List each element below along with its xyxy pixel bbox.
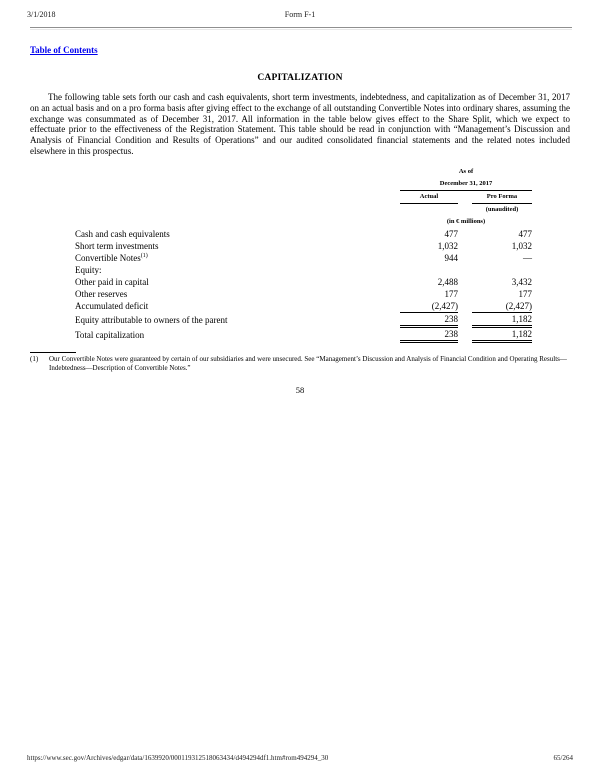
column-header-proforma: Pro Forma [472,190,532,203]
table-row [75,288,532,300]
footnote [30,355,570,373]
proforma-value: 1,032 [511,240,532,251]
row-label: Total capitalization [75,330,145,341]
asof-header [400,166,532,191]
row-label: Cash and cash equivalents [75,228,170,239]
section-heading: CAPITALIZATION [257,73,343,83]
actual-value: 944 [444,252,458,263]
capitalization-table [75,166,532,343]
table-row [75,312,532,326]
row-label: Convertible Notes$^{(1)}$ [75,252,148,263]
table-row [75,240,532,252]
row-label: Accumulated deficit [75,301,149,312]
table-row [75,326,532,341]
spacer-cell [75,166,400,191]
actual-value: 477 [444,228,458,239]
table-row [75,276,532,288]
spacer-cell [458,228,472,240]
row-label: Equity: [75,264,102,275]
header-divider [30,27,572,30]
spacer-cell [458,240,472,252]
actual-value: 1,032 [437,240,458,251]
print-header [27,10,573,22]
table-row [75,228,532,240]
actual-value: 2,488 [437,276,458,287]
page-number: 58 [295,385,305,396]
footnote-divider [30,352,76,353]
spacer-cell [458,300,472,313]
spacer-cell [75,216,400,228]
footnote-text: Our Convertible Notes were guaranteed by certain of our subsidiaries and were unsecured. See “Management’s Discussion and Analysis of Financial Condition and Operating Results—Indebtedness—Description of Convertible Notes.” [49,354,567,372]
asof-line1: As of [458,167,474,175]
intro-paragraph: The following table sets forth our cash and cash equivalents, short term investments, indebtedness, and capitalization as of December 31, 2017 on an actual basis and on a pro forma basis after giving effect to the exchange of all outstanding Convertible Notes into ordinary shares, assuming the exchange was consummated as of December 31, 2017. All information in the table below gives effect to the Share Split, which we expect to effectuate prior to the effectiveness of the Registration Statement. This table should be read in conjunction with “Management’s Discussion and Analysis of Financial Condition and Results of Operations” and our audited consolidated financial statements and the related notes included elsewhere in this prospectus. [30,92,570,156]
spacer-cell [458,312,472,326]
actual-value: 177 [444,288,458,299]
table-row [75,264,532,276]
table-row [75,252,532,264]
actual-value [400,264,458,276]
row-label: Other reserves [75,288,128,299]
proforma-value: 1,182 [472,326,532,341]
column-header-actual: Actual [400,190,458,203]
print-form-title: Form F-1 [284,10,316,19]
units-note: (in € millions) [446,217,486,225]
footnote-reference: (1) [140,252,148,259]
footnote-marker: (1) [30,354,39,363]
spacer-cell [458,326,472,341]
spacer-cell [75,203,400,216]
spacer-cell [458,276,472,288]
proforma-value: 1,182 [472,312,532,326]
print-footer [27,754,573,762]
actual-value: 238 [400,312,458,326]
actual-value: 238 [400,326,458,341]
spacer-cell [458,252,472,264]
table-row [75,300,532,313]
spacer-cell [400,203,458,216]
proforma-value: 177 [518,288,532,299]
proforma-value: (2,427) [472,300,532,313]
spacer-cell [458,264,472,276]
table-header-units-row [75,216,532,228]
row-label: Short term investments [75,240,159,251]
spacer-cell [75,190,400,203]
proforma-value: — [523,252,532,263]
print-date: 3/1/2018 [27,10,56,19]
unaudited-note: (unaudited) [485,205,519,213]
table-of-contents-link[interactable]: Table of Contents [30,45,98,55]
page-indicator: 65/264 [553,754,573,762]
actual-value: (2,427) [400,300,458,313]
proforma-value [472,264,532,276]
proforma-value: 3,432 [511,276,532,287]
table-header-unaudited-row [75,203,532,216]
asof-line2: December 31, 2017 [439,179,493,187]
spacer-cell [458,203,472,216]
spacer-cell [458,190,472,203]
row-label: Other paid in capital [75,276,149,287]
spacer-cell [458,288,472,300]
source-url: https://www.sec.gov/Archives/edgar/data/1639920/000119312518063434/d494294df1.htm#rom494294_30 [27,754,329,762]
table-header-asof-row [75,166,532,191]
proforma-value: 477 [518,228,532,239]
table-header-columns-row [75,190,532,203]
row-label: Equity attributable to owners of the parent [75,315,228,326]
